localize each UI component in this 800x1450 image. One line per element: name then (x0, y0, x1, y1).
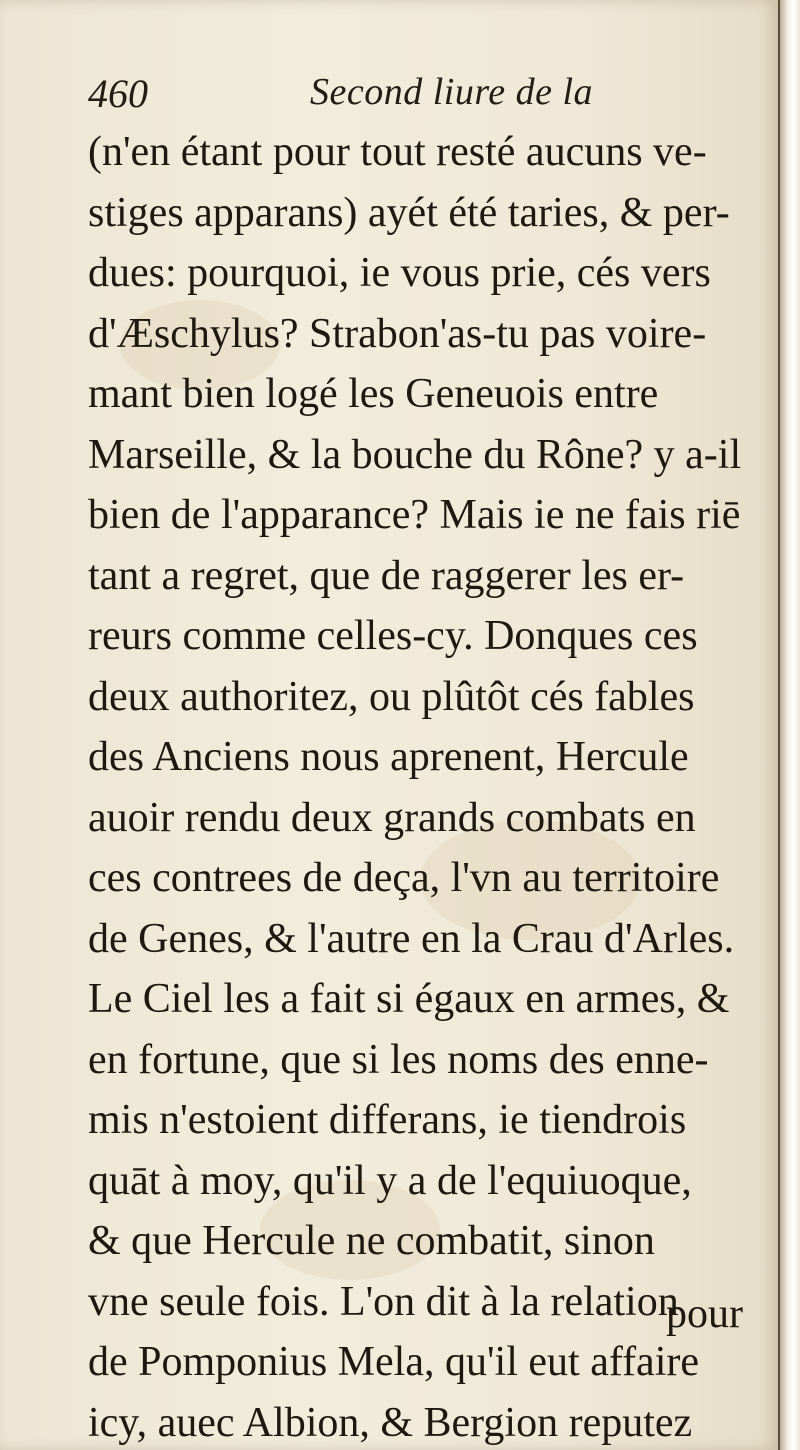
running-title: Second liure de la (310, 71, 594, 113)
text-line: deux authoritez, ou plûtôt cés fables (88, 673, 695, 720)
text-line: (n'en étant pour tout resté aucuns ve- (88, 129, 707, 175)
text-line: mis n'estoient differans, ie tiendrois (88, 1097, 687, 1143)
text-line: de Pomponius Mela, qu'il eut affaire (88, 1339, 699, 1385)
text-line: Le Ciel les a fait si égaux en armes, & (88, 976, 730, 1022)
text-line: mant bien logé les Geneuois entre (88, 371, 659, 417)
page-number: 460 (88, 71, 148, 116)
text-line: stiges apparans) ayét été taries, & per- (88, 189, 730, 236)
text-line: icy, auec Albion, & Bergion reputez (88, 1399, 693, 1446)
page-header (88, 70, 708, 120)
page-edge (778, 0, 800, 1450)
text-line: auoir rendu deux grands combats en (88, 794, 696, 841)
text-line: reurs comme celles-cy. Donques ces (88, 613, 698, 659)
text-line: des Anciens nous aprenent, Hercule (88, 734, 689, 780)
text-line: dues: pourquoi, ie vous prie, cés vers (88, 250, 711, 296)
text-line: Marseille, & la bouche du Rône? y a-il (88, 431, 742, 478)
text-line: d'Æschylus? Strabon'as-tu pas voire- (88, 310, 707, 357)
text-line: tant a regret, que de raggerer les er- (88, 552, 685, 599)
text-line: de Genes, & l'autre en la Crau d'Arles. (88, 915, 735, 962)
text-line: bien de l'apparance? Mais ie ne fais riē (88, 492, 741, 538)
body-text (88, 122, 778, 1450)
catchword: pour (666, 1291, 743, 1337)
text-line: & que Hercule ne combatit, sinon (88, 1218, 655, 1264)
text-line: en fortune, que si les noms des enne- (88, 1036, 709, 1083)
text-line: ces contrees de deça, l'vn au territoire (88, 855, 720, 901)
text-line: vne seule fois. L'on dit à la relation (88, 1278, 679, 1325)
text-line: quāt à moy, qu'il y a de l'equiuoque, (88, 1157, 692, 1204)
